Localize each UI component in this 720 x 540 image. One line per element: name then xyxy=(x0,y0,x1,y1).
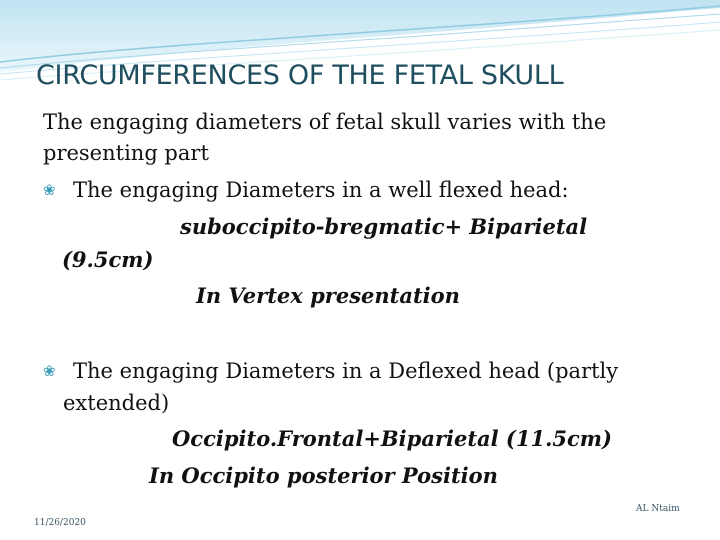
bullet-icon: ❀ xyxy=(43,362,56,380)
bullet-1-diameters: suboccipito-bregmatic+ Biparietal xyxy=(180,214,588,239)
bullet-2-text: The engaging Diameters in a Deflexed head (partly xyxy=(73,359,619,383)
bullet-1-measurement: (9.5cm) xyxy=(62,247,154,272)
slide-title: CIRCUMFERENCES OF THE FETAL SKULL xyxy=(36,60,564,91)
bullet-2-diameters: Occipito.Frontal+Biparietal (11.5cm) xyxy=(172,426,612,451)
bullet-item-1 xyxy=(43,176,569,204)
bullet-2-position: In Occipito posterior Position xyxy=(149,463,498,488)
intro-line-2: presenting part xyxy=(43,141,209,165)
footer-date: 11/26/2020 xyxy=(34,518,86,528)
bullet-item-2 xyxy=(43,357,618,385)
bullet-2-continuation: extended) xyxy=(63,391,170,415)
footer-author: AL Ntaim xyxy=(636,504,680,514)
bullet-1-presentation: In Vertex presentation xyxy=(196,283,460,308)
intro-line-1: The engaging diameters of fetal skull varies with the xyxy=(43,110,607,134)
bullet-1-text: The engaging Diameters in a well flexed head: xyxy=(73,178,569,202)
bullet-icon: ❀ xyxy=(43,181,56,199)
